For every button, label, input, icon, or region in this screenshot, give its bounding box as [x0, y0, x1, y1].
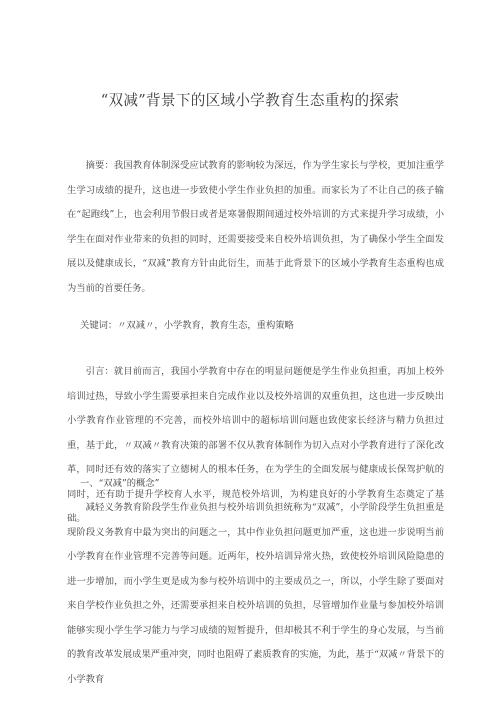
keywords-line: 关键词：〃双减〃，小学教育，教育生态，重构策略: [80, 320, 294, 331]
introduction-paragraph: 引言：就目前而言，我国小学教育中存在的明显问题便是学生作业负担重，再加上校外培训过热，导致小学生需要承担来自完成作业以及校外培训的双重负担，这也进一步反映出小学教育作业管理的不完善，而校外培训中的超标培训问题也致使家长经济与精力负担过重，基于此，〃双减〃教育决策的部署不仅从教育体制作为切入点对小学教育进行了深化改革，同时还有效的落实了立德树人的根本任务，在为学生的全面发展与健康成长保驾护航的同时，还有助于提升学校育人水平，规范校外培训，为构建良好的小学教育生态奠定了基础。: [67, 366, 444, 524]
section-heading: 一、“双减”的概念”: [80, 478, 160, 489]
document-title: “双减”背景下的区域小学教育生态重构的探索: [100, 92, 400, 109]
abstract-paragraph: 摘要：我国教育体制深受应试教育的影响较为深远，作为学生家长与学校，更加注重学生学习成绩的提升，这也进一步致使小学生作业负担的加重。而家长为了不让自己的孩子输在“起跑线”上，也会利用节假日或者是寒暑假期间通过校外培训的方式来提升学习成绩，小学生在面对作业带来的负担的同时，还需要接受来自校外培训负担，为了确保小学生全面发展以及健康成长，“双减”教育方针由此衍生，而基于此背景下的区域小学教育生态重构也成为当前的首要任务。: [67, 160, 444, 294]
section-paragraph: 减轻义务教育阶段学生作业负担与校外培训负担统称为“双减”，小学阶段学生负担重是现阶段义务教育中最为突出的问题之一，其中作业负担问题更加严重，这也进一步说明当前小学教育在作业管理不完善等问题。近两年，校外培训异常火热，致使校外培训风险隐患的进一步增加，而小学生更是成为参与校外培训中的主要成员之一，所以，小学生除了要面对来自学校作业负担之外，还需要承担来自校外培训的负担，尽管增加作业量与参加校外培训能够实现小学生学习能力与学习成绩的短暂提升，但却极其不利于学生的身心发展，与当前的教育改革发展成果严重冲突，同时也阻碍了素质教育的实施，为此，基于“双减〃背景下的小学教育: [67, 502, 444, 685]
